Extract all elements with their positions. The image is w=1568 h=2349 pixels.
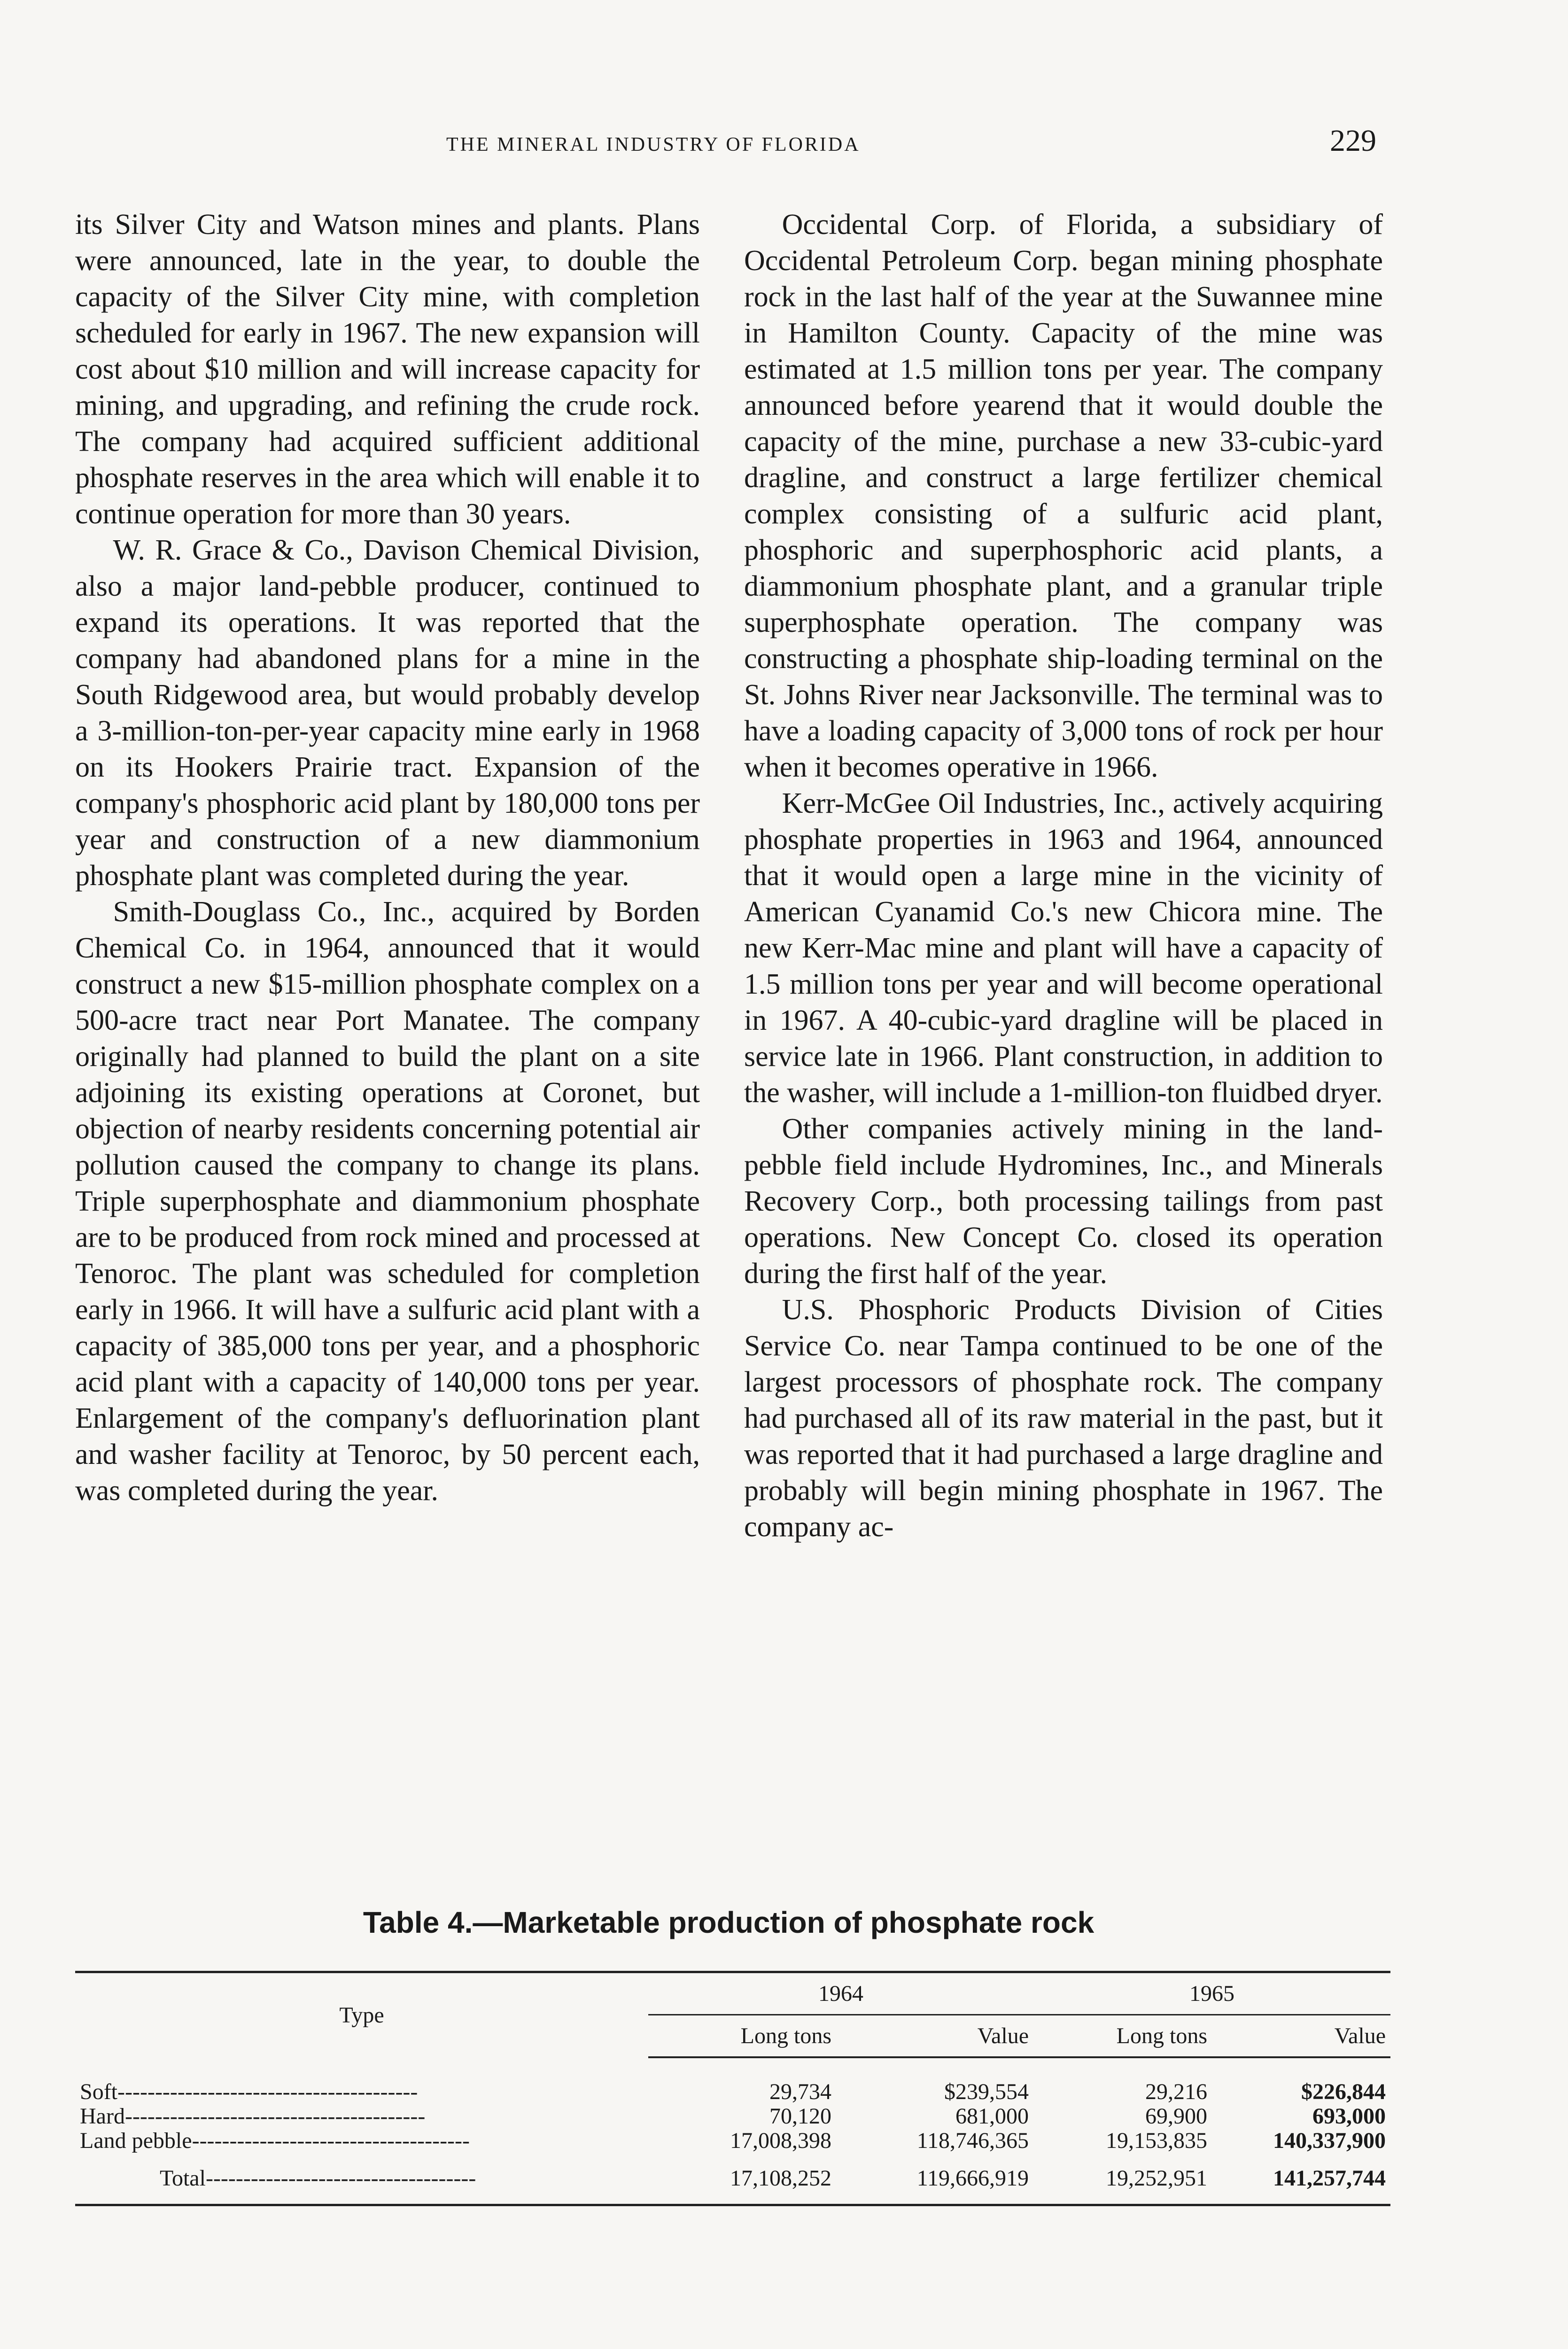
table-row: Land pebble------------------------------------- 17,008,398 118,746,365 19,153,835 140,337,900 xyxy=(75,2129,1390,2153)
cell-tons-1964: 29,734 xyxy=(769,2079,831,2104)
year-header-1965: 1965 xyxy=(1033,1972,1390,2015)
paragraph: Other companies actively mining in the land-pebble field include Hydromines, Inc., and Minerals Recovery Corp., both processing tailings from past operations. New Concept Co. closed its operation during the first half of the year. xyxy=(744,1113,1383,1290)
col-header-value-1964: Value xyxy=(836,2015,1033,2058)
total-label: Total xyxy=(160,2166,206,2191)
col-header-long-tons-1964: Long tons xyxy=(648,2015,836,2058)
cell-value-1965: $226,844 xyxy=(1301,2079,1386,2104)
table-title: Table 4.—Marketable production of phosphate rock xyxy=(363,1906,1094,1939)
cell-value-1965: 140,337,900 xyxy=(1273,2128,1386,2153)
cell-value-1964: 118,746,365 xyxy=(916,2128,1029,2153)
type-header: Type xyxy=(75,1972,648,2058)
right-column xyxy=(744,207,1383,1545)
page-header xyxy=(446,123,1376,165)
total-tons-1965: 19,252,951 xyxy=(1033,2153,1212,2205)
paragraph: Kerr-McGee Oil Industries, Inc., actively acquiring phosphate properties in 1963 and 1964, announced that it would open a large mine in the vicinity of American Cyanamid Co.'s new Chicora mine. The new Kerr-Mac mine and plant will have a capacity of 1.5 million tons per year and will become operational in 1967. A 40-cubic-yard dragline will be placed in service late in 1966. Plant construction, in addition to the washer, will include a 1-million-ton fluidbed dryer. xyxy=(744,787,1383,1109)
total-value-1965: 141,257,744 xyxy=(1212,2153,1390,2205)
paragraph: Smith-Douglass Co., Inc., acquired by Borden Chemical Co. in 1964, announced that it would construct a new $15-million phosphate complex on a 500-acre tract near Port Manatee. The company originally had planned to build the plant on a site adjoining its existing operations at Coronet, but objection of nearby residents concerning potential air pollution caused the company to change its plans. Triple superphosphate and diammonium phosphate are to be produced from rock mined and processed at Tenoroc. The plant was scheduled for completion early in 1966. It will have a sulfuric acid plant with a capacity of 385,000 tons per year, and a phosphoric acid plant with a capacity of 140,000 tons per year. Enlargement of the company's defluorination plant and washer facility at Tenoroc, by 50 percent each, was completed during the year. xyxy=(75,896,700,1507)
page-number: 229 xyxy=(1330,124,1376,158)
total-tons-1964: 17,108,252 xyxy=(648,2153,836,2205)
cell-tons-1965: 19,153,835 xyxy=(1106,2128,1207,2153)
col-header-long-tons-1965: Long tons xyxy=(1033,2015,1212,2058)
row-type: Hard xyxy=(80,2104,125,2129)
col-header-value-1965: Value xyxy=(1212,2015,1390,2058)
paragraph: Occidental Corp. of Florida, a subsidiary of Occidental Petroleum Corp. began mining phosphate rock in the last half of the year at the Suwannee mine in Hamilton County. Capacity of the mine was estimated at 1.5 million tons per year. The company announced before yearend that it would double the capacity of the mine, purchase a new 33-cubic-yard dragline, and construct a large fertilizer chemical complex consisting of a sulfuric acid plant, phosphoric and superphosphoric acid plants, a diammonium phosphate plant, and a granular triple superphosphate operation. The company was constructing a phosphate ship-loading terminal on the St. Johns River near Jacksonville. The terminal was to have a loading capacity of 3,000 tons of rock per hour when it becomes operative in 1966. xyxy=(744,209,1383,783)
paragraph: W. R. Grace & Co., Davison Chemical Division, also a major land-pebble producer, continued to expand its operations. It was reported that the company had abandoned plans for a mine in the South Ridgewood area, but would probably develop a 3-million-ton-per-year capacity mine early in 1968 on its Hookers Prairie tract. Expansion of the company's phosphoric acid plant by 180,000 tons per year and construction of a new diammonium phosphate plant was completed during the year. xyxy=(75,534,700,892)
table-row: Hard---------------------------------------- 70,120 681,000 69,900 693,000 xyxy=(75,2104,1390,2129)
table-row: Soft---------------------------------------- 29,734 $239,554 29,216 $226,844 xyxy=(75,2080,1390,2104)
row-type: Soft xyxy=(80,2079,118,2104)
production-table xyxy=(75,1971,1390,2206)
paragraph: U.S. Phosphoric Products Division of Cities Service Co. near Tampa continued to be one of the largest processors of phosphate rock. The company had purchased all of its raw material in the past, but it was reported that it had purchased a large dragline and probably will begin mining phosphate in 1967. The company ac- xyxy=(744,1294,1383,1543)
row-type: Land pebble xyxy=(80,2128,192,2153)
cell-tons-1964: 17,008,398 xyxy=(730,2128,831,2153)
cell-tons-1965: 69,900 xyxy=(1145,2104,1207,2129)
left-column xyxy=(75,207,700,1509)
year-header-1964: 1964 xyxy=(648,1972,1033,2015)
cell-value-1965: 693,000 xyxy=(1312,2104,1386,2129)
total-row: Total------------------------------------ 17,108,252 119,666,919 19,252,951 141,257,744 xyxy=(75,2153,1390,2205)
cell-tons-1965: 29,216 xyxy=(1145,2079,1207,2104)
cell-value-1964: 681,000 xyxy=(955,2104,1029,2129)
paragraph: its Silver City and Watson mines and plants. Plans were announced, late in the year, to double the capacity of the Silver City mine, with completion scheduled for early in 1967. The new expansion will cost about $10 million and will increase capacity for mining, and upgrading, and refining the crude rock. The company had acquired sufficient additional phosphate reserves in the area which will enable it to continue operation for more than 30 years. xyxy=(75,209,700,530)
total-value-1964: 119,666,919 xyxy=(836,2153,1033,2205)
running-head: THE MINERAL INDUSTRY OF FLORIDA xyxy=(446,134,861,156)
cell-value-1964: $239,554 xyxy=(944,2079,1029,2104)
cell-tons-1964: 70,120 xyxy=(769,2104,831,2129)
